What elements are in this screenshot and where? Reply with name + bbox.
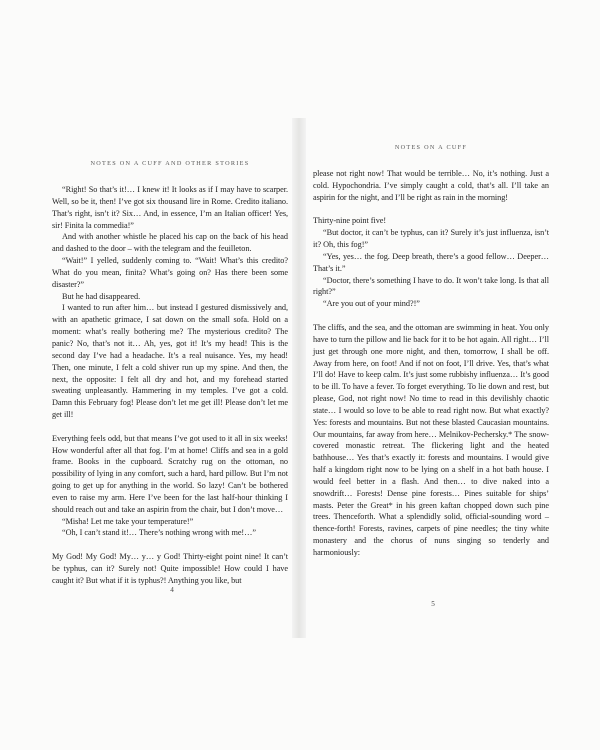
right-page: [313, 128, 549, 628]
paragraph: “But doctor, it can’t be typhus, can it? Surely it’s just influenza, isn’t it? Oh, this fog!”: [313, 228, 549, 250]
paragraph: “Misha! Let me take your temperature!”: [62, 516, 194, 526]
paragraph: My God! My God! My… y… y God! Thirty-eight point nine! It can’t be typhus, can it? Surely not! Quite impossible! How could I have caught it? But what if it is typhus?! Anything you like, but: [52, 552, 288, 585]
paragraph: “Right! So that’s it!… I knew it! It looks as if I may have to scarper. Well, so be it, then! I’ve got six thousand lire in Rome. Credito italiano. That’s right, isn’t it? Six… And, in essence, I’m an Italian officer! Yes, sir! Finita la commedia!”: [52, 185, 288, 230]
left-running-head: NOTES ON A CUFF AND OTHER STORIES: [90, 160, 250, 167]
left-body-text: [52, 184, 288, 587]
book-gutter: [292, 118, 306, 638]
paragraph: “Yes, yes… the fog. Deep breath, there’s a good fellow… Deeper… That’s it.”: [313, 251, 549, 273]
paragraph: And with another whistle he placed his cap on the back of his head and dashed to the door – with the telegram and the feuilleton.: [52, 232, 288, 254]
paragraph: The cliffs, and the sea, and the ottoman are swimming in heat. You only have to turn the pillow and lie back for it to be hot again. All right… I’ll just get through one more night, and then, tomorrow, I shall be off. Away from here, on foot! And if not on foot, I’ll drive. Yes, that’s what I’ll do! Have to keep calm. It’s just some rubbishy influenza… It’s good to be ill. To have a fever. To forget everything. To lie down and rest, but please, God, not right now! No time to read in this devilishly chaotic state… I would so love to be able to read right now. But what exactly? Yes: forests and mountains. But not these blasted Caucasian mountains. Our mountains, far away from here… Melnikov-Pechersky.* The snow-covered monastic retreat. The flickering light and the heated bathhouse… Yes that’s exactly it: forests and mountains. I would give half a kingdom right now to be lying on a shelf in a hot bath house. I would feel better in a flash. And then… to dive naked into a snowdrift… Forests! Dense pine forests… Pines suitable for ships’ masts. Peter the Great* in his green kaftan chopped down such pine trees. Thenceforth. What a splendidly solid, official-sounding word – thence-forth! Forests, ravines, carpets of pine needles; the tiny white monastery and the chorus of nuns singing so tenderly and harmoniously:: [313, 322, 549, 557]
right-body-text: [313, 168, 549, 559]
paragraph: Everything feels odd, but that means I’ve got used to it all in six weeks! How wonderful after all that fog. I’m at home! Cliffs and sea in a gold frame. Books in the cupboard. Scratchy rug on the ottoman, no possibility of lying in any comfort, such a hard, hard pillow. But I’m not going to get up for anything in the world. So lazy! Can’t be bothered even to raise my arm. Here I’ve been for the last half-hour thinking I should reach out and take an aspirin from the chair, but I don’t move…: [52, 433, 288, 514]
paragraph: “Wait!” I yelled, suddenly coming to. “Wait! What’s this credito? What do you mean, finita? What’s going on? Has there been some disaster?”: [52, 256, 288, 289]
right-running-head: NOTES ON A CUFF: [394, 144, 468, 151]
paragraph: But he had disappeared.: [62, 291, 141, 301]
right-page-number: 5: [431, 600, 435, 608]
paragraph: “Doctor, there’s something I have to do. It won’t take long. Is that all right?”: [313, 275, 549, 297]
paragraph: “Oh, I can’t stand it!… There’s nothing wrong with me!…”: [62, 528, 256, 538]
paragraph: Thirty-nine point five!: [313, 216, 387, 226]
left-page-number: 4: [170, 586, 174, 594]
paragraph: “Are you out of your mind?!”: [323, 299, 420, 309]
left-page: [52, 128, 288, 628]
paragraph: I wanted to run after him… but instead I gestured dismissively and, with an apathetic grimace, I sat down on the small sofa. Hold on a moment: what’s really bothering me? The mysterious credito? The panic? No, that’s not it… Ah, yes, got it! It’s my head! This is the second day I’ve had a headache. It’s a real nuisance. Yes, my head! Then, one minute, I felt a cold shiver run up my spine. And then, the next, the opposite: I felt all dry and hot, and my forehead started sweating unpleasantly. Hammering in my temples. I’ve got a cold. Damn this February fog! Please don’t let me get ill! Please don’t let me get ill!: [52, 303, 288, 420]
paragraph: please not right now! That would be terrible… No, it’s nothing. Just a cold. Hypochondria. I’ve simply caught a cold, that’s all. I’ll take an aspirin for the night, and I’ll be right as rain in the morning!: [313, 169, 549, 202]
